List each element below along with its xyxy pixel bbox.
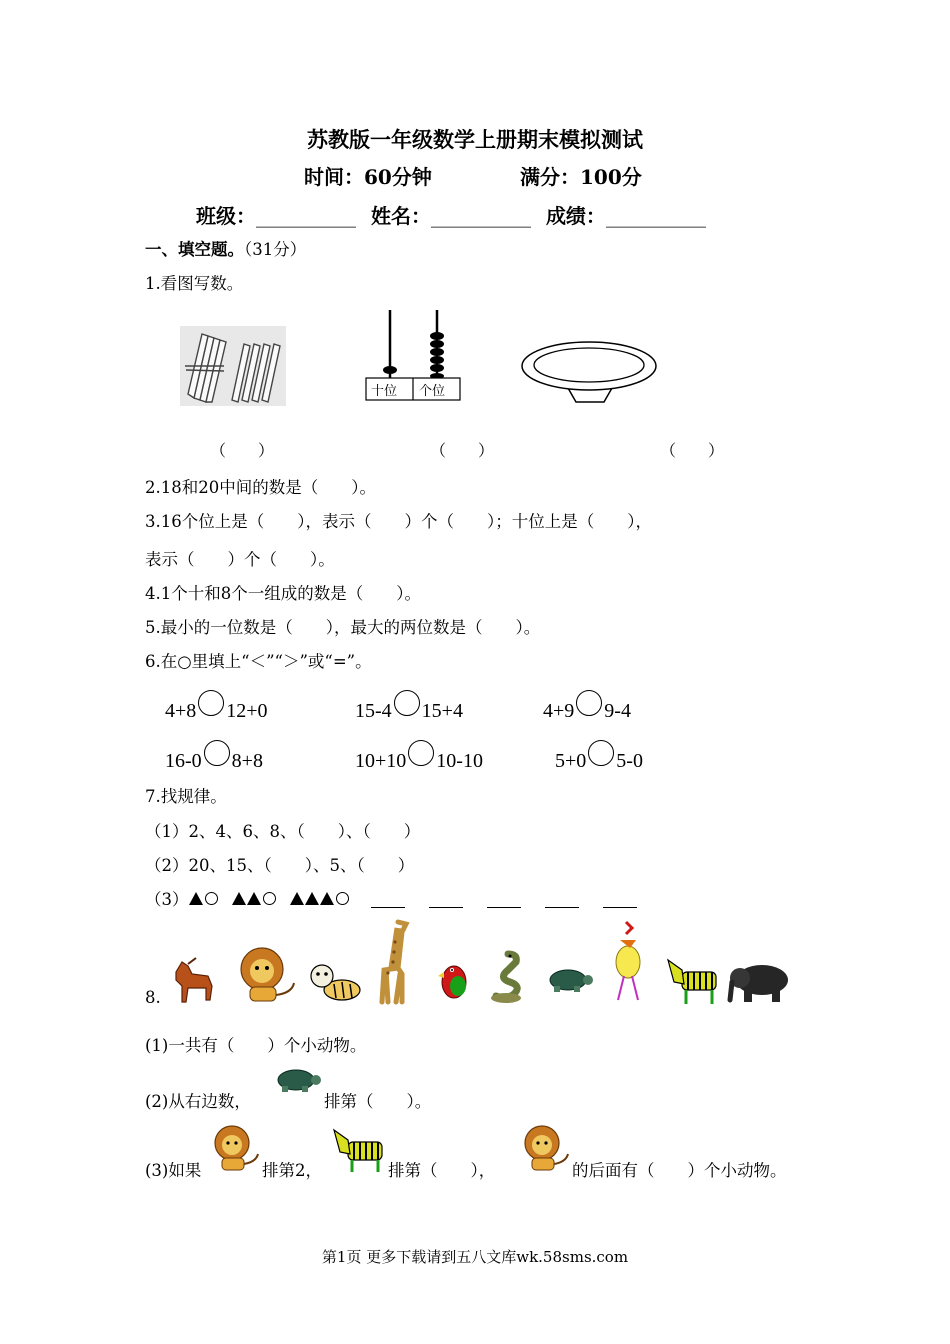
question-6: 6.在○里填上“＜”“＞”或“=”。 <box>145 652 372 671</box>
section-title: 填空题。 <box>178 240 244 259</box>
snake-icon <box>488 948 524 1004</box>
question-7-part-3-prefix: （3） <box>145 890 189 909</box>
answer-paren-3[interactable]: （ ） <box>660 441 725 460</box>
triangle-icon <box>189 892 203 905</box>
triangle-icon <box>290 892 304 905</box>
class-field[interactable] <box>196 200 706 229</box>
compare-item <box>165 698 268 724</box>
triangle-icon <box>320 892 334 905</box>
grade-label: 成绩： <box>545 204 606 228</box>
name-label: 姓名： <box>370 204 431 228</box>
compare-left: 10+10 <box>355 749 407 772</box>
sticks-bundle-icon <box>180 326 286 406</box>
compare-circle[interactable] <box>204 740 230 766</box>
pattern-blank[interactable] <box>545 906 579 908</box>
abacus-tens-label: 十位 <box>371 384 398 399</box>
plate-icon <box>520 340 658 404</box>
parrot-icon <box>436 956 472 1004</box>
question-1: 1.看图写数。 <box>145 274 244 293</box>
compare-right: 5-0 <box>616 749 643 772</box>
compare-item <box>543 698 631 724</box>
question-4: 4.1个十和8个一组成的数是（ ）。 <box>145 584 421 603</box>
class-label: 班级： <box>196 204 256 228</box>
compare-item <box>355 698 463 724</box>
class-blank: __________ <box>256 204 356 228</box>
question-8-part-3-d: 的后面有（ ）个小动物。 <box>572 1161 787 1180</box>
circle-icon <box>336 892 349 905</box>
compare-item <box>355 748 483 774</box>
answer-paren-1[interactable]: （ ） <box>210 441 275 460</box>
compare-circle[interactable] <box>408 740 434 766</box>
exam-full-score: 满分：100分 <box>520 165 642 189</box>
question-8-part-2-a: (2)从右边数， <box>145 1092 251 1111</box>
question-3-line-2: 表示（ ）个（ ）。 <box>145 550 335 569</box>
compare-circle[interactable] <box>576 690 602 716</box>
giraffe-icon <box>372 918 414 1006</box>
abacus-ones-label: 个位 <box>419 384 446 399</box>
pattern-blank[interactable] <box>371 906 405 908</box>
elephant-icon <box>726 962 792 1004</box>
horse-icon <box>168 952 218 1004</box>
compare-item <box>165 748 263 774</box>
answer-paren-2[interactable]: （ ） <box>430 441 495 460</box>
pattern-blank[interactable] <box>603 906 637 908</box>
lion-icon <box>520 1124 572 1172</box>
question-5: 5.最小的一位数是（ ），最大的两位数是（ ）。 <box>145 618 541 637</box>
chick-icon <box>606 920 648 1006</box>
question-7: 7.找规律。 <box>145 787 227 806</box>
triangle-icon <box>247 892 261 905</box>
compare-left: 15-4 <box>355 699 392 722</box>
circle-icon <box>205 892 218 905</box>
compare-right: 15+4 <box>421 699 463 722</box>
question-8-part-2-b: 排第（ ）。 <box>324 1092 432 1111</box>
turtle-icon <box>540 966 596 998</box>
section-number: 一、 <box>145 240 178 259</box>
compare-item <box>555 748 643 774</box>
compare-circle[interactable] <box>198 690 224 716</box>
compare-left: 4+9 <box>543 699 575 722</box>
grade-blank: __________ <box>605 204 706 228</box>
zebra-icon <box>664 956 722 1006</box>
exam-time: 时间：60分钟 <box>304 165 432 189</box>
compare-right: 10-10 <box>436 749 483 772</box>
question-7-part-1: （1）2、4、6、8、（ ）、（ ） <box>145 822 421 841</box>
question-3-line-1: 3.16个位上是（ ），表示（ ）个（ ）；十位上是（ ）， <box>145 512 652 531</box>
question-8-part-1: (1)一共有（ ）个小动物。 <box>145 1036 367 1055</box>
section-points: （31分） <box>244 240 307 259</box>
tiger-icon <box>308 958 364 1004</box>
compare-left: 16-0 <box>165 749 202 772</box>
zebra-icon <box>330 1126 388 1174</box>
question-7-part-2: （2）20、15、（ ）、5、（ ） <box>145 856 415 875</box>
pattern-blank[interactable] <box>429 906 463 908</box>
question-8-part-3-c: 排第（ ）， <box>388 1161 496 1180</box>
turtle-icon <box>268 1066 324 1098</box>
page-title: 苏教版一年级数学上册期末模拟测试 <box>307 127 643 152</box>
question-2: 2.18和20中间的数是（ ）。 <box>145 478 376 497</box>
triangle-icon <box>232 892 246 905</box>
compare-left: 5+0 <box>555 749 587 772</box>
lion-icon <box>234 945 300 1005</box>
pattern-blank[interactable] <box>487 906 521 908</box>
question-7-part-3 <box>145 886 661 910</box>
compare-right: 12+0 <box>226 699 268 722</box>
compare-circle[interactable] <box>394 690 420 716</box>
compare-right: 8+8 <box>231 749 263 772</box>
compare-left: 4+8 <box>165 699 197 722</box>
page-footer: 第1页 更多下载请到五八文库wk.58sms.com <box>321 1248 629 1266</box>
question-8-part-3-a: (3)如果 <box>145 1161 202 1180</box>
section-heading <box>145 236 306 260</box>
question-8-number: 8. <box>145 988 161 1007</box>
name-blank: __________ <box>430 204 531 228</box>
triangle-icon <box>305 892 319 905</box>
lion-icon <box>210 1124 262 1172</box>
question-8-part-3-b: 排第2， <box>262 1161 322 1180</box>
compare-right: 9-4 <box>604 699 631 722</box>
circle-icon <box>263 892 276 905</box>
compare-circle[interactable] <box>588 740 614 766</box>
